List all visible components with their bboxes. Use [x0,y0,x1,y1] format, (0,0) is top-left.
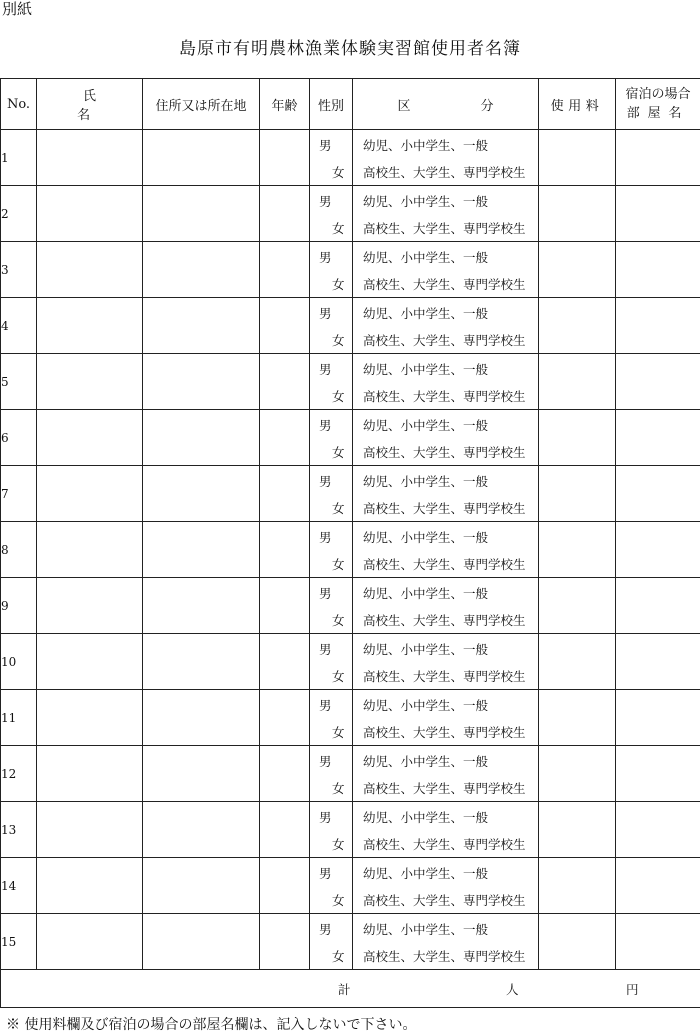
header-room-line2: 部屋名 [626,106,690,121]
room-field [616,298,700,354]
row-number: 15 [1,914,37,970]
header-category [353,79,539,130]
table-row [1,354,700,410]
sex-field[interactable] [310,298,353,354]
sex-option-male[interactable]: 男 [319,194,332,209]
category-option-general[interactable]: 幼児、小中学生、一般 [363,922,489,937]
header-room [616,79,700,130]
header-age: 年齢 [260,79,310,130]
sex-option-female[interactable]: 女 [332,389,345,404]
fee-field [539,186,616,242]
address-field[interactable] [143,690,260,746]
table-row [1,242,700,298]
sex-option-male[interactable]: 男 [319,418,332,433]
name-field[interactable] [37,858,143,914]
row-number: 10 [1,634,37,690]
fee-field [539,690,616,746]
name-field[interactable] [37,242,143,298]
category-field[interactable] [353,914,539,970]
footnote: ※ 使用料欄及び宿泊の場合の部屋名欄は、記入しないで下さい。 [6,1017,417,1033]
category-option-student[interactable]: 高校生、大学生、専門学校生 [363,725,526,740]
sex-field[interactable] [310,578,353,634]
row-number: 2 [1,186,37,242]
row-number: 12 [1,746,37,802]
sex-field[interactable] [310,634,353,690]
room-field [616,242,700,298]
category-option-general[interactable]: 幼児、小中学生、一般 [363,362,489,377]
row-number: 7 [1,466,37,522]
room-field [616,410,700,466]
category-option-general[interactable]: 幼児、小中学生、一般 [363,754,489,769]
category-field[interactable] [353,354,539,410]
room-field [616,802,700,858]
category-option-general[interactable]: 幼児、小中学生、一般 [363,474,489,489]
header-fee [539,79,616,130]
category-field[interactable] [353,298,539,354]
header-category-right: 分 [480,98,494,114]
table-row [1,410,700,466]
sex-field[interactable] [310,858,353,914]
sex-option-male[interactable]: 男 [319,810,332,825]
sex-option-female[interactable]: 女 [332,725,345,740]
room-field [616,914,700,970]
address-field[interactable] [143,130,260,186]
total-cell [1,970,700,1008]
category-option-student[interactable]: 高校生、大学生、専門学校生 [363,277,526,292]
category-option-general[interactable]: 幼児、小中学生、一般 [363,642,489,657]
category-option-student[interactable]: 高校生、大学生、専門学校生 [363,781,526,796]
sex-option-female[interactable]: 女 [332,557,345,572]
room-field [616,690,700,746]
sex-option-male[interactable]: 男 [319,642,332,657]
category-option-general[interactable]: 幼児、小中学生、一般 [363,810,489,825]
address-field[interactable] [143,466,260,522]
header-sex: 性別 [310,79,353,130]
address-field[interactable] [143,746,260,802]
age-field[interactable] [260,802,310,858]
sex-option-male[interactable]: 男 [319,754,332,769]
category-option-general[interactable]: 幼児、小中学生、一般 [363,194,489,209]
category-option-student[interactable]: 高校生、大学生、専門学校生 [363,333,526,348]
attachment-label: 別紙 [2,0,33,18]
row-number: 3 [1,242,37,298]
sex-option-male[interactable]: 男 [319,698,332,713]
table-row [1,298,700,354]
room-field [616,354,700,410]
sex-option-male[interactable]: 男 [319,866,332,881]
fee-field [539,914,616,970]
sex-field[interactable] [310,242,353,298]
sex-option-female[interactable]: 女 [332,613,345,628]
fee-field [539,802,616,858]
sex-option-male[interactable]: 男 [319,474,332,489]
age-field[interactable] [260,130,310,186]
sex-option-female[interactable]: 女 [332,445,345,460]
sex-field[interactable] [310,130,353,186]
total-yen-label: 円 [626,982,639,997]
row-number: 6 [1,410,37,466]
category-option-general[interactable]: 幼児、小中学生、一般 [363,530,489,545]
room-field [616,466,700,522]
fee-field [539,466,616,522]
category-option-general[interactable]: 幼児、小中学生、一般 [363,698,489,713]
age-field[interactable] [260,914,310,970]
document-title: 島原市有明農林漁業体験実習館使用者名簿 [179,39,521,59]
category-option-student[interactable]: 高校生、大学生、専門学校生 [363,165,526,180]
name-field[interactable] [37,578,143,634]
name-field[interactable] [37,298,143,354]
age-field[interactable] [260,410,310,466]
category-field[interactable] [353,130,539,186]
header-no: No. [1,79,37,130]
sex-option-female[interactable]: 女 [332,893,345,908]
total-row [1,970,700,1008]
room-field [616,634,700,690]
fee-field [539,242,616,298]
age-field[interactable] [260,522,310,578]
room-field [616,746,700,802]
row-number: 1 [1,130,37,186]
sex-option-female[interactable]: 女 [332,501,345,516]
age-field[interactable] [260,858,310,914]
category-option-student[interactable]: 高校生、大学生、専門学校生 [363,445,526,460]
address-field[interactable] [143,242,260,298]
category-option-student[interactable]: 高校生、大学生、専門学校生 [363,221,526,236]
sex-option-male[interactable]: 男 [319,922,332,937]
table-row [1,746,700,802]
fee-field [539,858,616,914]
category-option-general[interactable]: 幼児、小中学生、一般 [363,418,489,433]
fee-field [539,578,616,634]
total-sum-label: 計 [338,982,351,997]
name-field[interactable] [37,914,143,970]
sex-option-female[interactable]: 女 [332,277,345,292]
table-row [1,690,700,746]
age-field[interactable] [260,746,310,802]
fee-field [539,746,616,802]
name-field[interactable] [37,354,143,410]
sex-option-male[interactable]: 男 [319,138,332,153]
address-field[interactable] [143,858,260,914]
address-field[interactable] [143,634,260,690]
header-category-left: 区 [397,98,411,114]
age-field[interactable] [260,690,310,746]
room-field [616,858,700,914]
header-address: 住所又は所在地 [143,79,260,130]
row-number: 5 [1,354,37,410]
sex-option-male[interactable]: 男 [319,530,332,545]
category-field[interactable] [353,466,539,522]
name-field[interactable] [37,186,143,242]
room-field [616,186,700,242]
total-people-label: 人 [506,982,519,997]
sex-option-male[interactable]: 男 [319,306,332,321]
room-field [616,130,700,186]
category-option-student[interactable]: 高校生、大学生、専門学校生 [363,557,526,572]
age-field[interactable] [260,242,310,298]
category-field[interactable] [353,410,539,466]
table-row [1,466,700,522]
category-field[interactable] [353,690,539,746]
category-option-student[interactable]: 高校生、大学生、専門学校生 [363,389,526,404]
category-option-general[interactable]: 幼児、小中学生、一般 [363,250,489,265]
category-option-general[interactable]: 幼児、小中学生、一般 [363,586,489,601]
sex-field[interactable] [310,354,353,410]
sex-option-female[interactable]: 女 [332,333,345,348]
table-row [1,186,700,242]
table-row [1,130,700,186]
table-row [1,522,700,578]
category-field[interactable] [353,858,539,914]
address-field[interactable] [143,522,260,578]
name-field[interactable] [37,522,143,578]
age-field[interactable] [260,578,310,634]
sex-option-female[interactable]: 女 [332,165,345,180]
address-field[interactable] [143,354,260,410]
sex-field[interactable] [310,914,353,970]
sex-option-male[interactable]: 男 [319,586,332,601]
sex-field[interactable] [310,410,353,466]
row-number: 9 [1,578,37,634]
room-field [616,522,700,578]
category-field[interactable] [353,746,539,802]
name-field[interactable] [37,746,143,802]
address-field[interactable] [143,578,260,634]
fee-field [539,522,616,578]
fee-field [539,410,616,466]
row-number: 14 [1,858,37,914]
row-number: 8 [1,522,37,578]
sex-field[interactable] [310,746,353,802]
sex-field[interactable] [310,522,353,578]
row-number: 11 [1,690,37,746]
sex-field[interactable] [310,186,353,242]
header-fee-label: 使用料 [550,98,604,114]
table-row [1,578,700,634]
sex-option-female[interactable]: 女 [332,221,345,236]
fee-field [539,354,616,410]
user-roster-table [0,78,700,1008]
roster-body [1,130,700,970]
address-field[interactable] [143,186,260,242]
age-field[interactable] [260,354,310,410]
fee-field [539,130,616,186]
age-field[interactable] [260,298,310,354]
age-field[interactable] [260,634,310,690]
header-room-line1: 宿泊の場合 [625,87,691,102]
fee-field [539,298,616,354]
category-option-student[interactable]: 高校生、大学生、専門学校生 [363,837,526,852]
table-row [1,914,700,970]
sex-option-male[interactable]: 男 [319,362,332,377]
name-field[interactable] [37,690,143,746]
name-field[interactable] [37,410,143,466]
sex-option-female[interactable]: 女 [332,781,345,796]
name-field[interactable] [37,802,143,858]
address-field[interactable] [143,298,260,354]
category-option-student[interactable]: 高校生、大学生、専門学校生 [363,613,526,628]
category-option-student[interactable]: 高校生、大学生、専門学校生 [363,669,526,684]
fee-field [539,634,616,690]
table-row [1,802,700,858]
sex-field[interactable] [310,802,353,858]
address-field[interactable] [143,802,260,858]
header-name [37,79,158,130]
table-header-row [1,79,700,130]
sex-option-male[interactable]: 男 [319,250,332,265]
category-option-general[interactable]: 幼児、小中学生、一般 [363,306,489,321]
sex-option-female[interactable]: 女 [332,837,345,852]
address-field[interactable] [143,410,260,466]
room-field [616,578,700,634]
name-field[interactable] [37,466,143,522]
category-option-student[interactable]: 高校生、大学生、専門学校生 [363,893,526,908]
age-field[interactable] [260,186,310,242]
address-field[interactable] [143,914,260,970]
sex-option-female[interactable]: 女 [332,669,345,684]
category-field[interactable] [353,634,539,690]
category-option-student[interactable]: 高校生、大学生、専門学校生 [363,501,526,516]
category-field[interactable] [353,802,539,858]
sex-field[interactable] [310,466,353,522]
row-number: 13 [1,802,37,858]
table-row [1,858,700,914]
category-field[interactable] [353,522,539,578]
name-field[interactable] [37,130,143,186]
category-field[interactable] [353,242,539,298]
sex-field[interactable] [310,690,353,746]
category-option-student[interactable]: 高校生、大学生、専門学校生 [363,949,526,964]
category-field[interactable] [353,186,539,242]
category-field[interactable] [353,578,539,634]
category-option-general[interactable]: 幼児、小中学生、一般 [363,138,489,153]
name-field[interactable] [37,634,143,690]
age-field[interactable] [260,466,310,522]
header-name-label: 氏 名 [77,89,158,123]
row-number: 4 [1,298,37,354]
table-row [1,634,700,690]
category-option-general[interactable]: 幼児、小中学生、一般 [363,866,489,881]
sex-option-female[interactable]: 女 [332,949,345,964]
